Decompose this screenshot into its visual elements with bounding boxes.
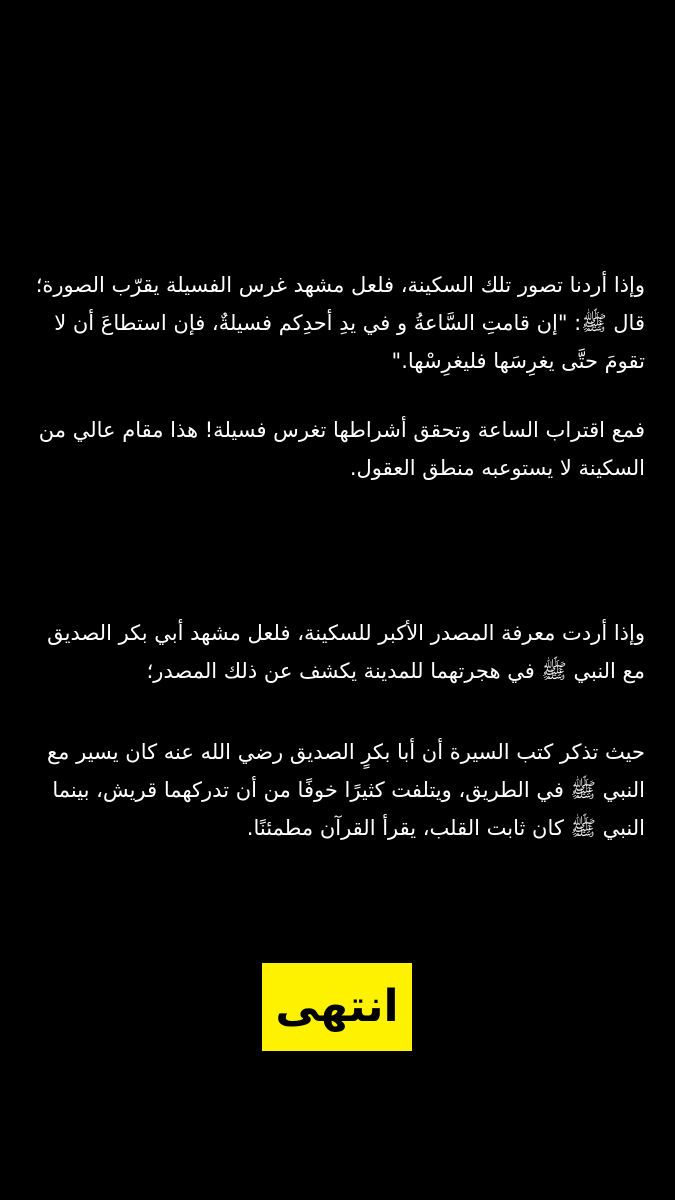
paragraph-seedling-reflection: فمع اقتراب الساعة وتحقق أشراطها تغرس فسيلة! هذا مقام عالي من السكينة لا يستوعبه منطق العقول. — [38, 418, 645, 480]
paragraph-hijrah-intro: وإذا أردت معرفة المصدر الأكبر للسكينة، فلعل مشهد أبي بكر الصديق مع النبي ﷺ في هجرتهما للمدينة يكشف عن ذلك المصدر؛ — [47, 621, 645, 683]
end-label: انتهى — [262, 963, 412, 1051]
paragraph-hijrah-story: حيث تذكر كتب السيرة أن أبا بكرٍ الصديق رضي الله عنه كان يسير مع النبي ﷺ في الطريق، ويتلفت كثيرًا خوفًا من أن تدركهما قريش، بينما النبي ﷺ كان ثابت القلب، يقرأ القرآن مطمئنًا. — [47, 740, 645, 840]
paragraph-seedling-hadith: وإذا أردنا تصور تلك السكينة، فلعل مشهد غرس الفسيلة يقرّب الصورة؛ قال ﷺ: "إن قامتِ السَّاعةُ و في يدِ أحدِكم فسيلةٌ، فإن استطاعَ أن لا تقومَ حتَّى يغرِسَها فليغرِسْها." — [35, 273, 645, 373]
